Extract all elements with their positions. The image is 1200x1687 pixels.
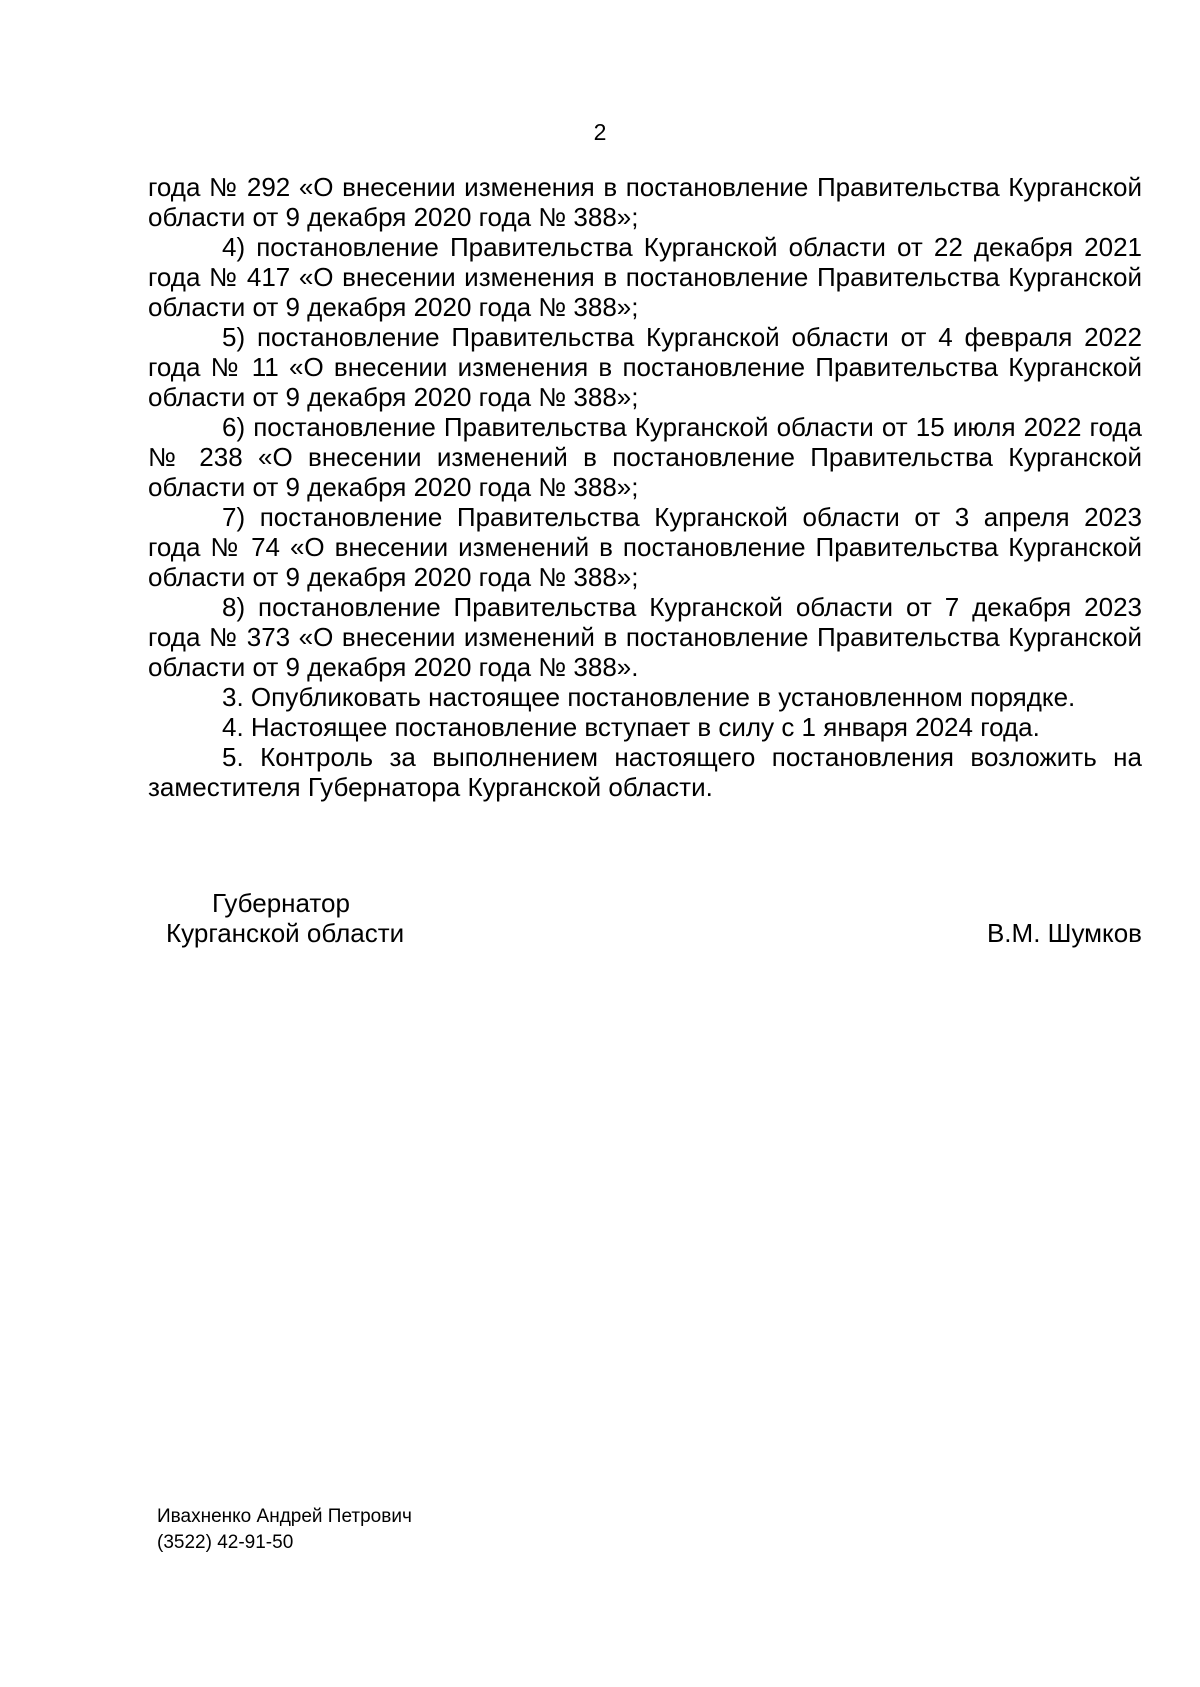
paragraph-item-8: 8) постановление Правительства Курганской области от 7 декабря 2023 года № 373 «О внесении изменений в постановление Правительства Курганской области от 9 декабря 2020 года № 388». bbox=[148, 592, 1142, 682]
signature-block bbox=[148, 888, 1142, 948]
paragraph-item-4: 4) постановление Правительства Курганской области от 22 декабря 2021 года № 417 «О внесении изменения в постановление Правительства Курганской области от 9 декабря 2020 года № 388»; bbox=[148, 232, 1142, 322]
executor-name: Ивахненко Андрей Петрович bbox=[157, 1506, 412, 1527]
document-body bbox=[148, 172, 1142, 802]
executor-phone: (3522) 42-91-50 bbox=[157, 1532, 294, 1553]
paragraph-clause-5: 5. Контроль за выполнением настоящего постановления возложить на заместителя Губернатора Курганской области. bbox=[148, 742, 1142, 802]
paragraph-continuation: года № 292 «О внесении изменения в постановление Правительства Курганской области от 9 декабря 2020 года № 388»; bbox=[148, 172, 1142, 232]
signatory-title-line1: Губернатор bbox=[212, 888, 350, 918]
paragraph-item-5: 5) постановление Правительства Курганской области от 4 февраля 2022 года № 11 «О внесении изменения в постановление Правительства Курганской области от 9 декабря 2020 года № 388»; bbox=[148, 322, 1142, 412]
page-number: 2 bbox=[593, 119, 607, 145]
paragraph-clause-4: 4. Настоящее постановление вступает в силу с 1 января 2024 года. bbox=[222, 712, 1040, 742]
paragraph-item-7: 7) постановление Правительства Курганской области от 3 апреля 2023 года № 74 «О внесении изменений в постановление Правительства Курганской области от 9 декабря 2020 года № 388»; bbox=[148, 502, 1142, 592]
signatory-title-line2: Курганской области bbox=[166, 918, 405, 948]
paragraph-clause-3: 3. Опубликовать настоящее постановление в установленном порядке. bbox=[222, 682, 1076, 712]
signatory-name: В.М. Шумков bbox=[986, 918, 1142, 948]
paragraph-item-6: 6) постановление Правительства Курганской области от 15 июля 2022 года № 238 «О внесении изменений в постановление Правительства Курганской области от 9 декабря 2020 года № 388»; bbox=[148, 412, 1142, 502]
executor-info bbox=[157, 1504, 412, 1556]
